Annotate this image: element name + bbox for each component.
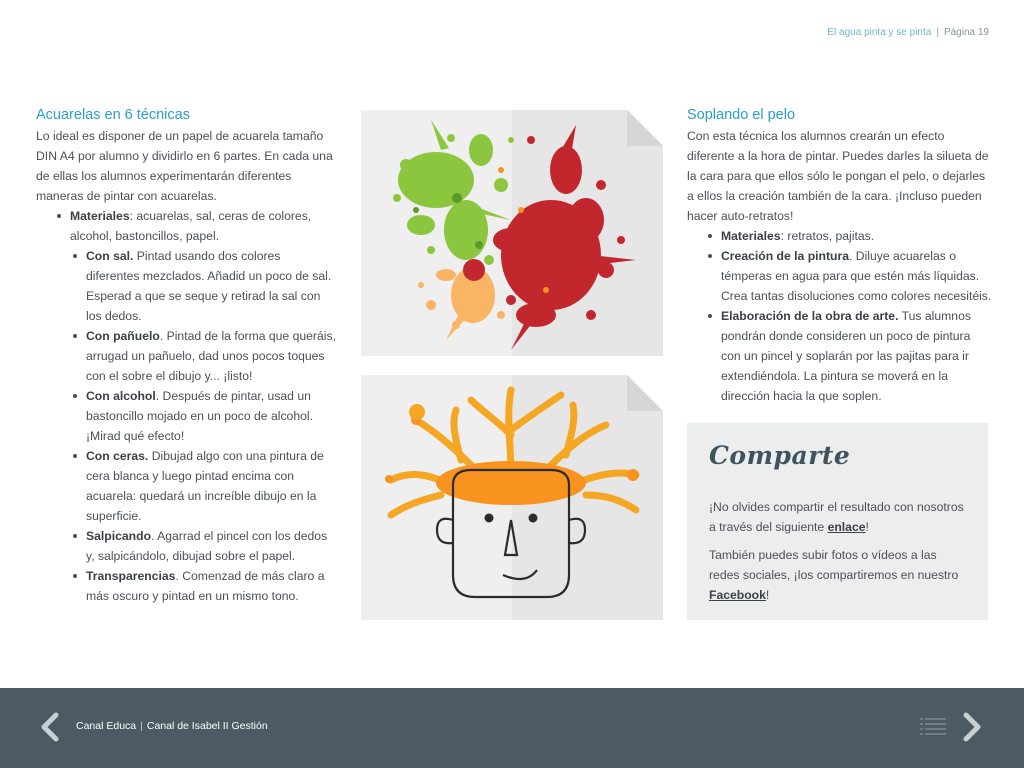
list-item-technique — [86, 386, 336, 446]
list-item-technique — [86, 566, 336, 606]
techniques-list — [86, 246, 336, 606]
left-column — [36, 105, 336, 606]
share-title: Comparte — [709, 441, 851, 470]
steps-list — [721, 226, 992, 406]
step-text: . Diluye acuarelas o témperas en agua para que estén más líquidas. Crea tantas disoluciones como colores necesitéis. — [721, 249, 992, 303]
section-title-soplando: Soplando el pelo — [687, 107, 796, 123]
step-label: Materiales — [721, 229, 781, 243]
list-item-step — [721, 226, 992, 246]
technique-label: Con alcohol — [86, 389, 156, 403]
share-paragraph-1 — [709, 497, 966, 537]
book-title: El agua pinta y se pinta — [827, 27, 932, 38]
list-item-materiales — [70, 206, 336, 606]
technique-label: Con ceras. — [86, 449, 149, 463]
technique-text: Dibujad algo con una pintura de cera blanca y luego pintad encima con acuarela: quedará un increíble dibujo en la superficie. — [86, 449, 324, 523]
share-text: ! — [765, 588, 770, 602]
header-separator: | — [936, 27, 939, 38]
page-number: Página 19 — [943, 27, 989, 38]
facebook-link[interactable]: Facebook — [709, 588, 766, 602]
list-item-technique — [86, 246, 336, 326]
right-column — [687, 105, 992, 406]
technique-label: Transparencias — [86, 569, 176, 583]
share-text: ! — [865, 520, 869, 534]
step-label: Elaboración de la obra de arte. — [721, 309, 899, 323]
share-text: También puedes subir fotos o vídeos a las redes sociales, ¡los compartiremos en nuestro — [709, 548, 959, 582]
footer-bar — [0, 688, 1024, 768]
step-text: Tus alumnos pondrán donde consideren un poco de pintura con un pincel y soplarán por las pajitas para ir extendiéndola. La pintura se moverá en la dirección hacia la que soplen. — [721, 309, 971, 403]
running-head — [827, 27, 989, 38]
list-icon[interactable] — [920, 717, 946, 742]
share-box — [687, 423, 988, 620]
brand-canal-educa: Canal Educa — [76, 720, 137, 732]
materials-text: : acuarelas, sal, ceras de colores, alcohol, bastoncillos, papel. — [70, 209, 312, 243]
footer-brand — [76, 720, 268, 732]
list-item-step — [721, 306, 992, 406]
share-paragraph-2 — [709, 545, 966, 605]
left-intro: Lo ideal es disponer de un papel de acuarela tamaño DIN A4 por alumno y dividirlo en 6 partes. En cada una de ellas los alumnos experimentarán diferentes maneras de pintar con acuarelas. — [36, 129, 333, 203]
list-item-technique — [86, 326, 336, 386]
section-title-acuarelas: Acuarelas en 6 técnicas — [36, 107, 190, 123]
list-item-technique — [86, 526, 336, 566]
materials-list — [70, 206, 336, 606]
chevron-right-icon[interactable] — [960, 712, 984, 747]
technique-label: Salpicando — [86, 529, 152, 543]
share-text: ¡No olvides compartir el resultado con nosotros a través del siguiente — [709, 500, 964, 534]
technique-text: . Pintad de la forma que queráis, arrugad un pañuelo, dad unos pocos toques con el sobre el dibujo y... ¡listo! — [86, 329, 336, 383]
technique-text: . Agarrad el pincel con los dedos y, salpicándolo, dibujad sobre el papel. — [86, 529, 328, 563]
paint-splash-illustration — [361, 110, 663, 356]
materials-label: Materiales — [70, 209, 130, 223]
technique-text: Pintad usando dos colores diferentes mezclados. Añadid un poco de sal. Esperad a que se seque y retirad la sal con los dedos. — [86, 249, 332, 323]
brand-canal-isabel: Canal de Isabel II Gestión — [146, 720, 268, 732]
right-intro: Con esta técnica los alumnos crearán un efecto diferente a la hora de pintar. Puedes darles la silueta de la cara para que ellos sólo le pongan el pelo, o dejarles a ellos la creación también de la cara. ¡Incluso pueden hacer auto-retratos! — [687, 129, 989, 223]
brand-separator: | — [140, 720, 143, 732]
step-text: : retratos, pajitas. — [780, 229, 875, 243]
blown-hair-face-illustration — [361, 375, 663, 620]
technique-text: . Después de pintar, usad un bastoncillo mojado en un poco de alcohol. ¡Mirad qué efecto! — [86, 389, 313, 443]
list-item-step — [721, 246, 992, 306]
list-item-technique — [86, 446, 336, 526]
technique-label: Con pañuelo — [86, 329, 160, 343]
technique-text: . Comenzad de más claro a más oscuro y pintad en un mismo tono. — [86, 569, 325, 603]
step-label: Creación de la pintura — [721, 249, 849, 263]
technique-label: Con sal. — [86, 249, 134, 263]
enlace-link[interactable]: enlace — [827, 520, 866, 534]
chevron-left-icon[interactable] — [38, 712, 62, 747]
